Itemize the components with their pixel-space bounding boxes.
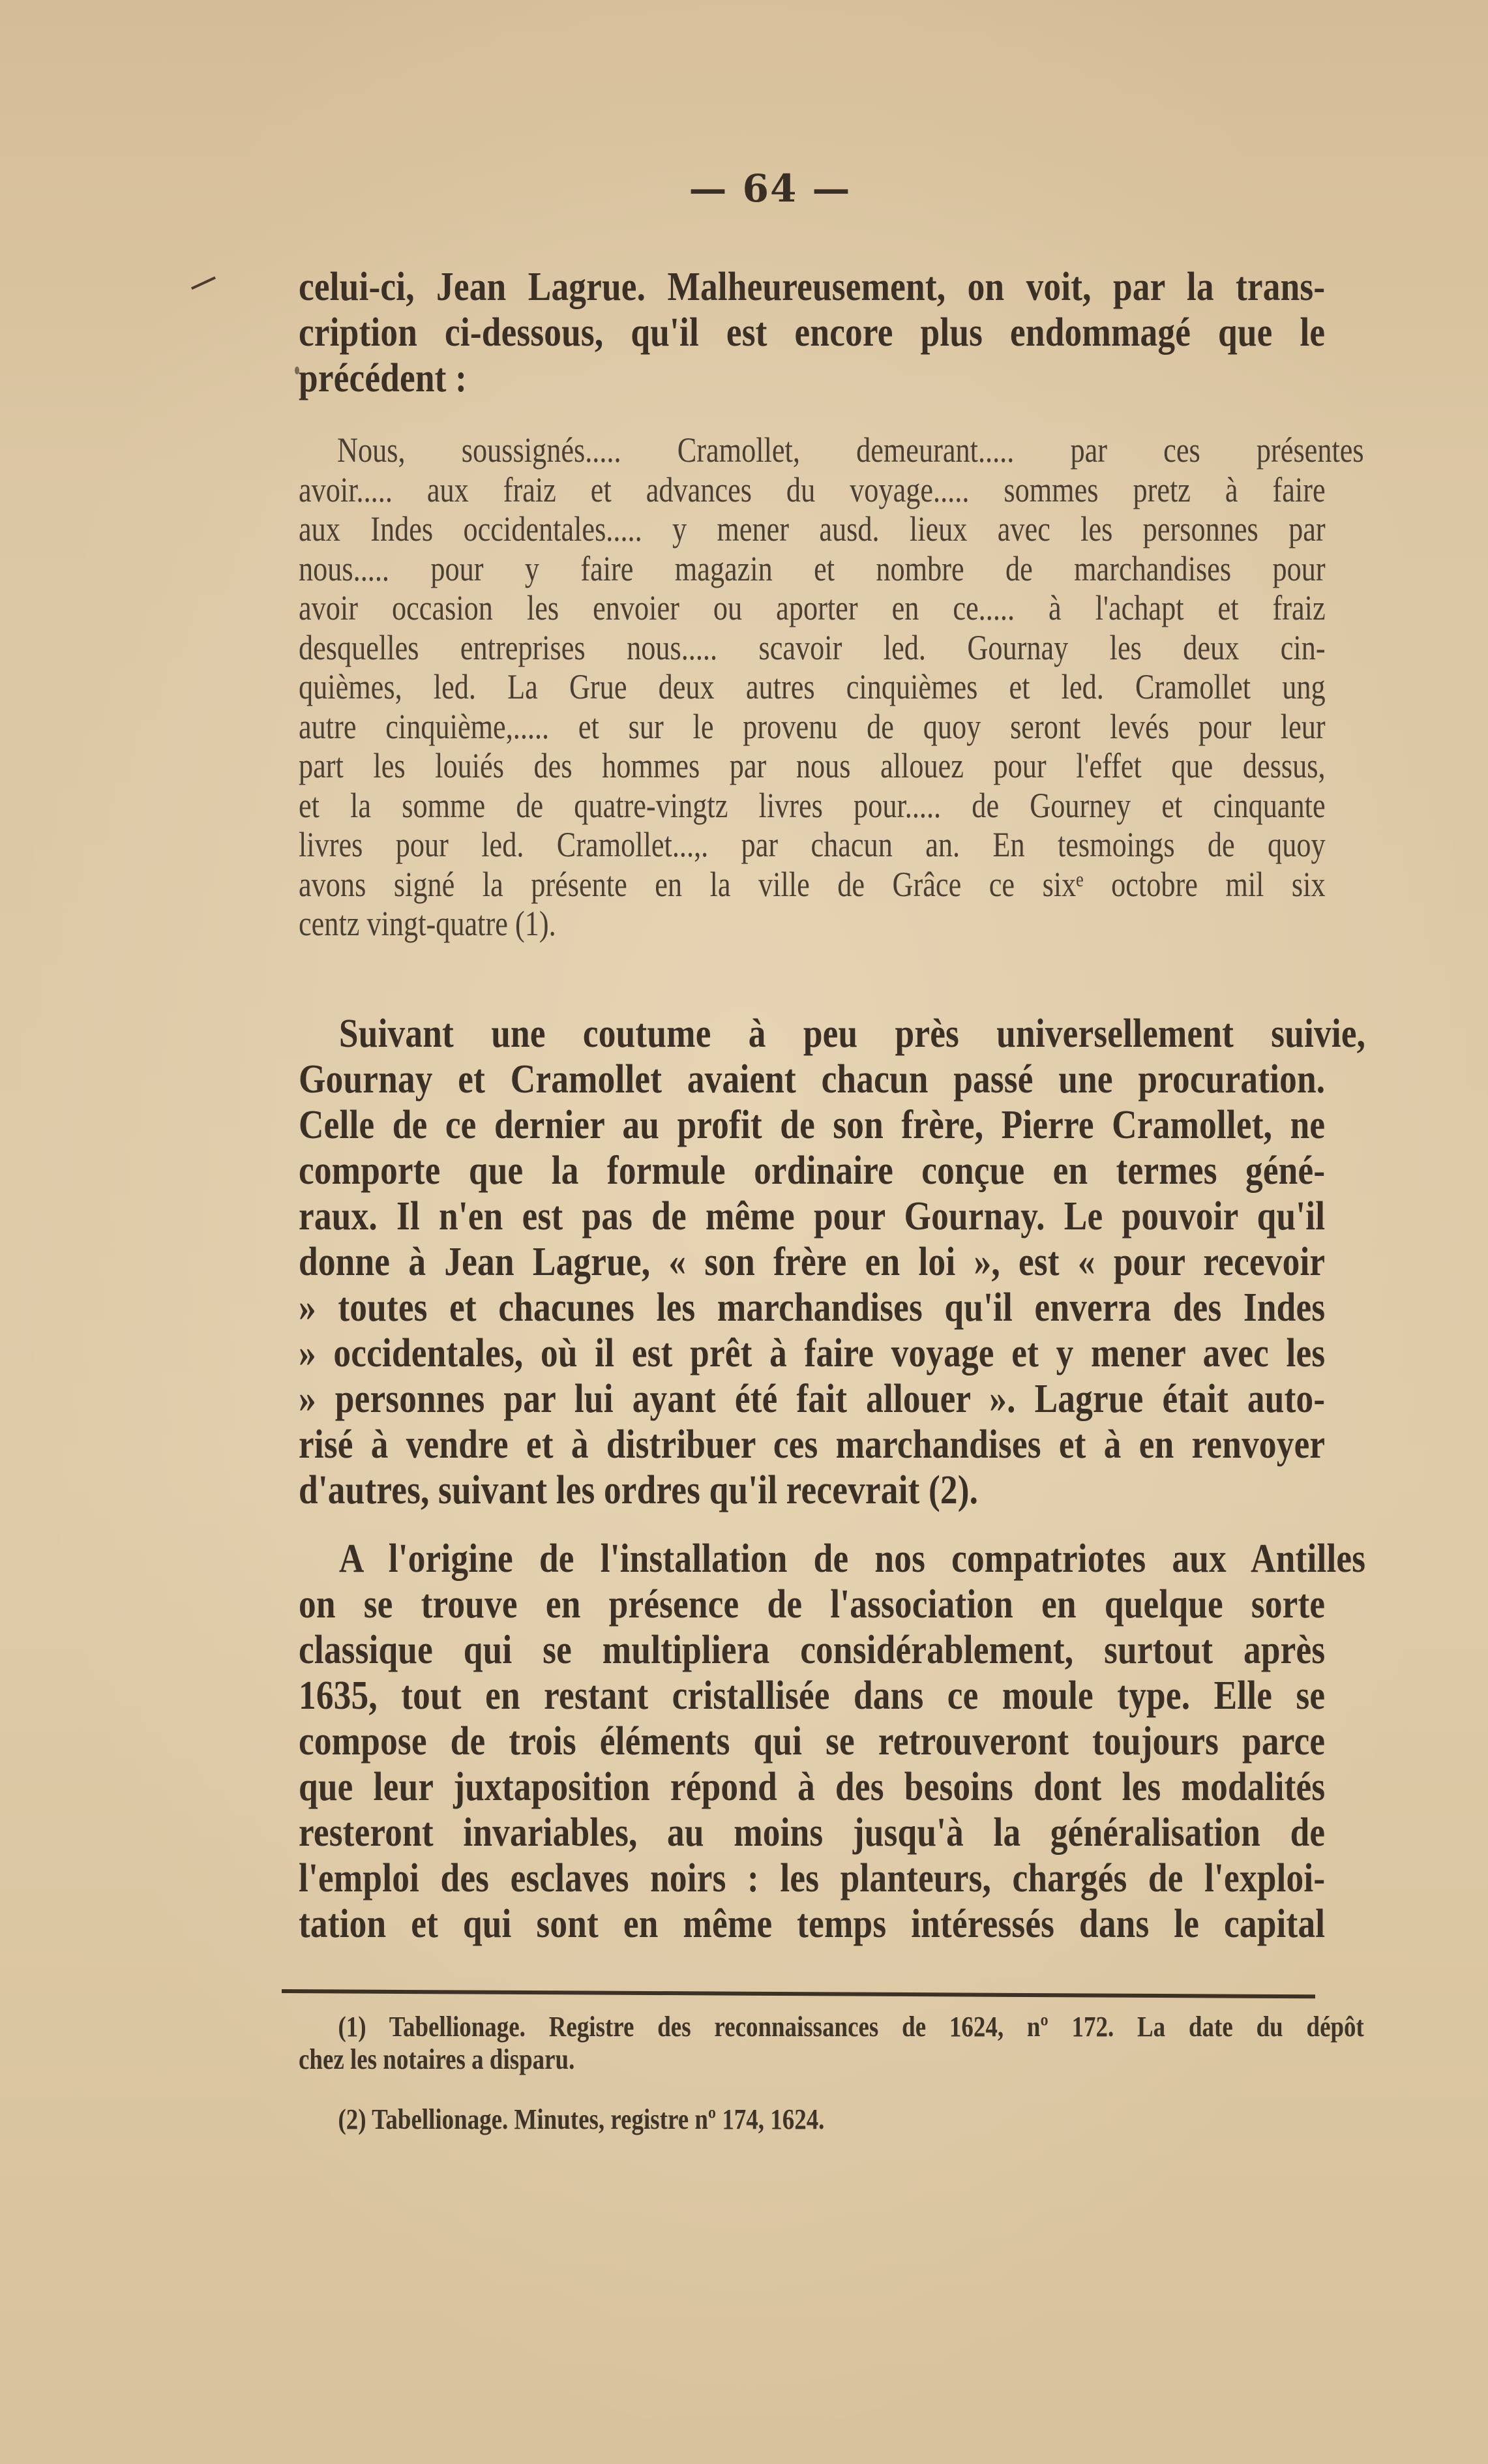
quoted-document — [299, 430, 1364, 944]
text-line: on se trouve en présence de l'association en quelque sorte — [299, 1582, 1326, 1627]
page-number: — 64 — — [689, 166, 852, 211]
text-line: d'autres, suivant les ordres qu'il recevrait (2). — [299, 1468, 979, 1512]
footnote-line: (1) Tabellionage. Registre des reconnaissances de 1624, nº 172. La date du dépôt — [338, 2011, 1364, 2043]
quote-line: Nous, soussignés..... Cramollet, demeurant..... par ces présentes — [337, 430, 1364, 470]
text-line: raux. Il n'en est pas de même pour Gournay. Le pouvoir qu'il — [299, 1194, 1326, 1239]
quote-line: autre cinquième,..... et sur le provenu de quoy seront levés pour leur — [299, 706, 1326, 746]
text-line: » toutes et chacunes les marchandises qu'il enverra des Indes — [299, 1285, 1326, 1330]
quote-line: nous..... pour y faire magazin et nombre de marchandises pour — [299, 548, 1326, 588]
text-line: celui-ci, Jean Lagrue. Malheureusement, on voit, par la trans- — [299, 265, 1326, 309]
quote-line: quièmes, led. La Grue deux autres cinquièmes et led. Cramollet ung — [299, 667, 1326, 706]
footnote-2 — [299, 2103, 1325, 2136]
text-line: classique qui se multipliera considérablement, surtout après — [299, 1628, 1326, 1672]
footnote-line: (2) Tabellionage. Minutes, registre nº 174, 1624. — [338, 2103, 825, 2135]
text-line: précédent : — [299, 356, 468, 400]
margin-pen-mark — [191, 277, 216, 290]
footnote-separator-rule — [282, 1989, 1315, 1998]
text-line: 1635, tout en restant cristallisée dans ce moule type. Elle se — [299, 1674, 1326, 1718]
quote-line: part les louiés des hommes par nous allouez pour l'effet que dessus, — [299, 746, 1326, 785]
text-line: risé à vendre et à distribuer ces marchandises et à en renvoyer — [299, 1422, 1326, 1467]
quote-line: et la somme de quatre-vingtz livres pour..... de Gourney et cinquante — [299, 785, 1326, 825]
text-line: comporte que la formule ordinaire conçue en termes géné- — [299, 1149, 1326, 1193]
quote-line: desquelles entreprises nous..... scavoir led. Gournay les deux cin- — [299, 627, 1326, 667]
intro-paragraph — [299, 264, 1325, 401]
quote-line: avoir..... aux fraiz et advances du voyage..... sommes pretz à faire — [299, 470, 1326, 509]
text-line: l'emploi des esclaves noirs : les planteurs, chargés de l'exploi- — [299, 1856, 1326, 1901]
paragraph-procuration — [299, 1011, 1366, 1513]
text-line: » personnes par lui ayant été fait allouer ». Lagrue était auto- — [299, 1377, 1326, 1421]
quote-line: livres pour led. Cramollet...,. par chacun an. En tesmoings de quoy — [299, 825, 1326, 864]
text-line: » occidentales, où il est prêt à faire voyage et y mener avec les — [299, 1331, 1326, 1375]
text-line: resteront invariables, au moins jusqu'à la généralisation de — [299, 1810, 1326, 1855]
text-line: compose de trois éléments qui se retrouveront toujours parce — [299, 1719, 1326, 1764]
text-line: tation et qui sont en même temps intéressés dans le capital — [299, 1902, 1326, 1946]
footnote-1 — [299, 2011, 1364, 2076]
text-line: donne à Jean Lagrue, « son frère en loi », est « pour recevoir — [299, 1240, 1326, 1284]
footnote-line: chez les notaires a disparu. — [299, 2043, 575, 2075]
quote-line: aux Indes occidentales..... y mener ausd. lieux avec les personnes par — [299, 509, 1326, 548]
quote-line: avons signé la présente en la ville de Grâce ce sixᵉ octobre mil six — [299, 864, 1326, 904]
text-line: Celle de ce dernier au profit de son frère, Pierre Cramollet, ne — [299, 1103, 1326, 1147]
quote-line: centz vingt-quatre (1). — [299, 904, 556, 943]
text-line: A l'origine de l'installation de nos compatriotes aux Antilles — [338, 1537, 1366, 1581]
text-line: que leur juxtaposition répond à des besoins dont les modalités — [299, 1765, 1326, 1809]
quote-line: avoir occasion les envoier ou aporter en ce..... à l'achapt et fraiz — [299, 588, 1326, 627]
text-line: Gournay et Cramollet avaient chacun passé une procuration. — [299, 1057, 1326, 1102]
text-line: cription ci-dessous, qu'il est encore plus endommagé que le — [299, 310, 1326, 355]
paragraph-origine — [299, 1536, 1366, 1947]
text-line: Suivant une coutume à peu près universellement suivie, — [338, 1012, 1366, 1056]
